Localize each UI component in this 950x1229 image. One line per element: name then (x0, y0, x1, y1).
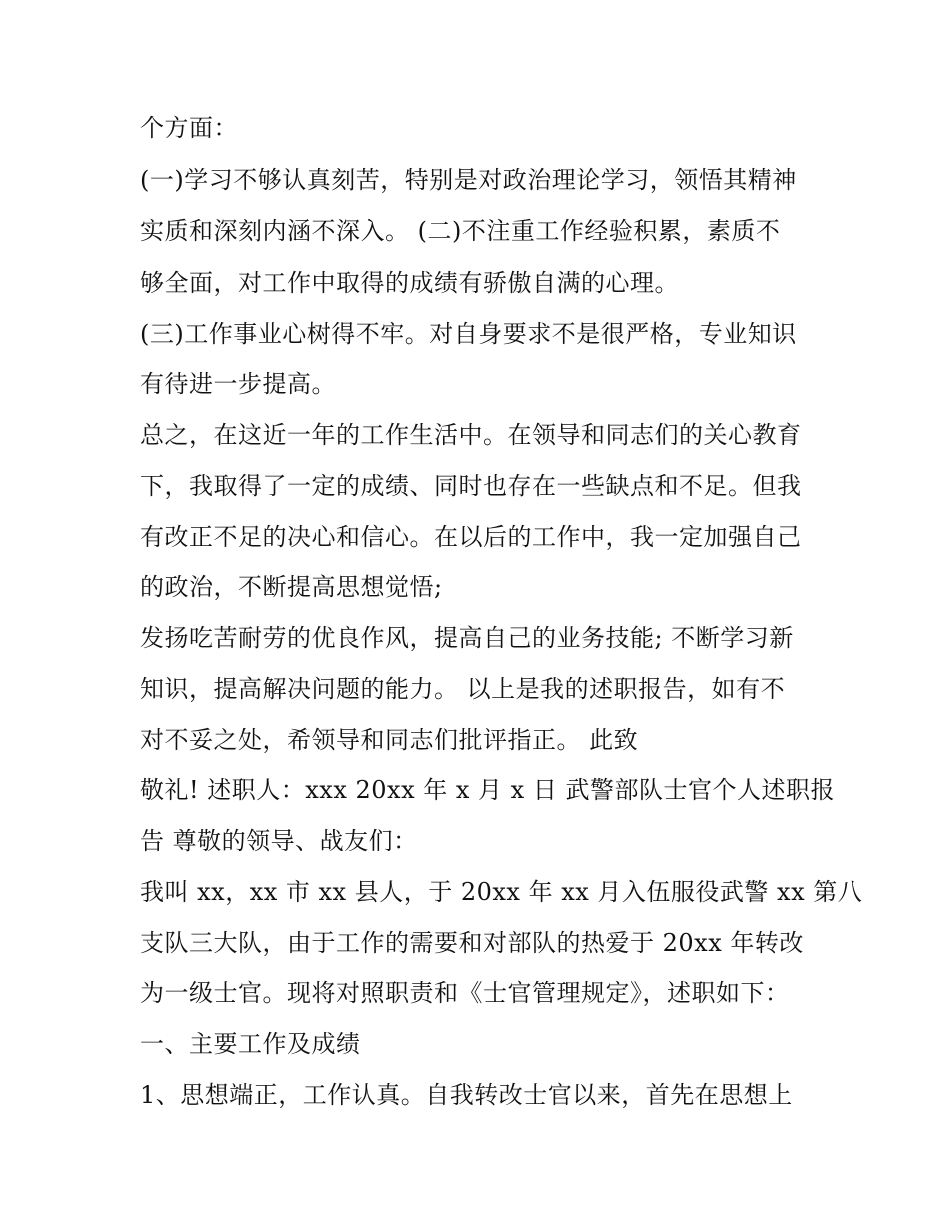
text-line: 有改正不足的决心和信心。在以后的工作中，我一定加强自己 (140, 523, 802, 551)
text-line: 一、主要工作及成绩 (140, 1030, 361, 1058)
text-line: 有待进一步提高。 (140, 370, 336, 398)
text-line: 支队三大队，由于工作的需要和对部队的热爱于 20xx 年转改 (140, 929, 804, 957)
text-line: 知识，提高解决问题的能力。 以上是我的述职报告，如有不 (140, 675, 786, 703)
text-line: 敬礼! 述职人：xxx 20xx 年 x 月 x 日 武警部队士官个人述职报 (140, 776, 835, 804)
text-line: 发扬吃苦耐劳的优良作风，提高自己的业务技能; 不断学习新 (140, 624, 794, 652)
text-line: 下，我取得了一定的成绩、同时也存在一些缺点和不足。但我 (140, 472, 802, 500)
text-line: 为一级士官。现将对照职责和《士官管理规定》，述职如下： (140, 979, 790, 1007)
text-line: 总之，在这近一年的工作生活中。在领导和同志们的关心教育 (140, 421, 802, 449)
text-line: 告 尊敬的领导、战友们： (140, 827, 418, 855)
text-line: 够全面，对工作中取得的成绩有骄傲自满的心理。 (140, 269, 679, 297)
text-line: 我叫 xx，xx 市 xx 县人，于 20xx 年 xx 月入伍服役武警 xx 第八 (140, 878, 863, 906)
text-line: 个方面： (140, 114, 238, 142)
text-line: 1、思想端正，工作认真。自我转改士官以来，首先在思想上 (140, 1081, 793, 1109)
text-line: (三)工作事业心树得不牢。对自身要求不是很严格，专业知识 (140, 320, 797, 348)
text-line: 实质和深刻内涵不深入。 (二)不注重工作经验积累，素质不 (140, 217, 781, 245)
text-line: 的政治，不断提高思想觉悟; (140, 573, 443, 601)
text-line: 对不妥之处，希领导和同志们批评指正。 此致 (140, 726, 639, 754)
text-line: (一)学习不够认真刻苦，特别是对政治理论学习，领悟其精神 (140, 166, 797, 194)
